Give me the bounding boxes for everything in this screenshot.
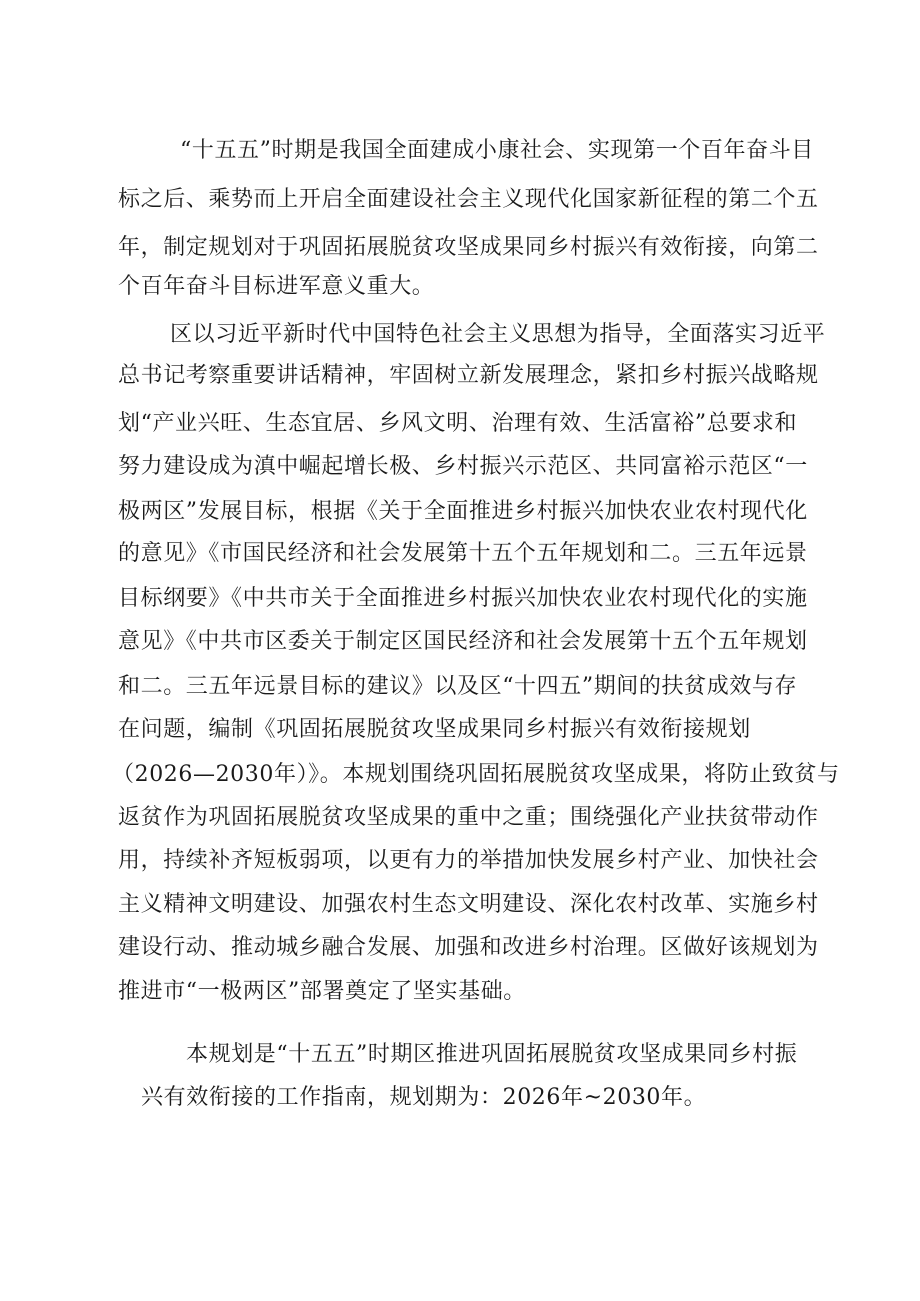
text-line: “十五五”时期是我国全面建成小康社会、实现第一个百年奋斗目 xyxy=(180,138,814,163)
text-line: 划“产业兴旺、生态宜居、乡风文明、治理有效、生活富裕”总要求和 xyxy=(118,411,798,436)
text-line: 目标纲要》《中共市关于全面推进乡村振兴加快农业农村现代化的实施 xyxy=(118,586,808,611)
text-line: 年，制定规划对于巩固拓展脱贫攻坚成果同乡村振兴有效衔接，向第二 xyxy=(118,235,819,260)
text-line: 总书记考察重要讲话精神，牢固树立新发展理念，紧扣乡村振兴战略规 xyxy=(118,363,819,388)
text-line: 兴有效衔接的工作指南，规划期为：2026年~2030年。 xyxy=(141,1085,707,1110)
text-line: 在问题，编制《巩固拓展脱贫攻坚成果同乡村振兴有效衔接规划 xyxy=(118,717,751,742)
text-line: 标之后、乘势而上开启全面建设社会主义现代化国家新征程的第二个五 xyxy=(118,187,819,212)
text-line: 用，持续补齐短板弱项，以更有力的举措加快发展乡村产业、加快社会 xyxy=(118,848,819,873)
text-line: （2026—2030年）》。本规划围绕巩固拓展脱贫攻坚成果，将防止致贫与 xyxy=(112,762,840,787)
text-line: 努力建设成为滇中崛起增长极、乡村振兴示范区、共同富裕示范区“一 xyxy=(118,454,808,479)
text-line: 建设行动、推动城乡融合发展、加强和改进乡村治理。区做好该规划为 xyxy=(118,935,819,960)
text-line: 返贫作为巩固拓展脱贫攻坚成果的重中之重；围绕强化产业扶贫带动作 xyxy=(118,805,819,830)
text-line: 的意见》《市国民经济和社会发展第十五个五年规划和二。三五年远景 xyxy=(118,541,808,566)
text-line: 区以习近平新时代中国特色社会主义思想为指导，全面落实习近平 xyxy=(170,322,826,347)
text-line: 主义精神文明建设、加强农村生态文明建设、深化农村改革、实施乡村 xyxy=(118,892,819,917)
text-line: 和二。三五年远景目标的建议》以及区“十四五”期间的扶贫成效与存 xyxy=(118,674,798,699)
text-line: 推进市“一极两区”部署奠定了坚实基础。 xyxy=(118,979,526,1004)
text-line: 个百年奋斗目标进军意义重大。 xyxy=(118,274,435,299)
text-line: 极两区”发展目标，根据《关于全面推进乡村振兴加快农业农村现代化 xyxy=(118,499,808,524)
text-line: 意见》《中共市区委关于制定区国民经济和社会发展第十五个五年规划 xyxy=(118,629,808,654)
text-line: 本规划是“十五五”时期区推进巩固拓展脱贫攻坚成果同乡村振 xyxy=(186,1042,798,1067)
